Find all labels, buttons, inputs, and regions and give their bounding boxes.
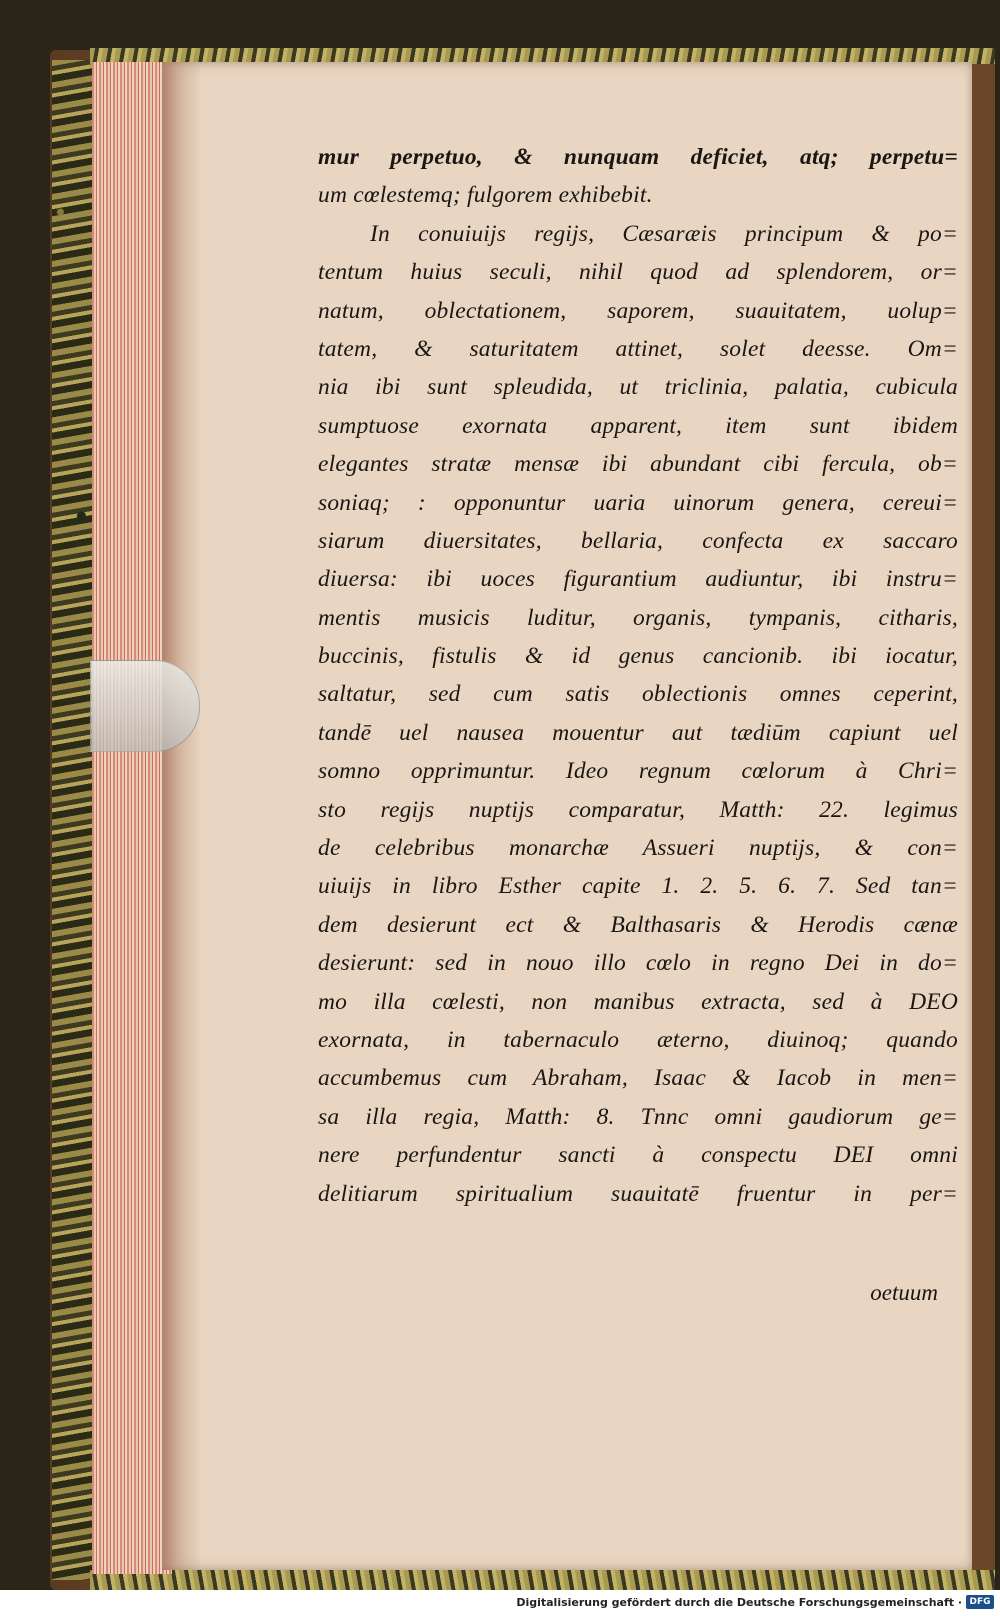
text-line: nere perfundentur sancti à conspectu DEI omni	[318, 1142, 958, 1169]
text-line: somno opprimuntur. Ideo regnum cœlorum à Chri=	[318, 758, 958, 785]
text-line: In conuiuijs regijs, Cæsaræis principum & po=	[370, 220, 958, 247]
page-edges	[92, 62, 172, 1574]
text-line: accumbemus cum Abraham, Isaac & Iacob in men=	[318, 1065, 958, 1092]
text-line: mentis musicis luditur, organis, tympanis, citharis,	[318, 604, 958, 631]
text-line: tatem, & saturitatem attinet, solet deesse. Om=	[318, 335, 958, 362]
text-line: buccinis, fistulis & id genus cancionib. ibi iocatur,	[318, 643, 958, 670]
text-line: elegantes stratæ mensæ ibi abundant cibi fercula, ob=	[318, 451, 958, 478]
text-line: exornata, in tabernaculo æterno, diuinoq; quando	[318, 1026, 958, 1053]
marbled-endpaper-bottom	[90, 1570, 995, 1590]
text-line: soniaq; : opponuntur uaria uinorum genera, cereui=	[318, 489, 958, 516]
text-line: mo illa cœlesti, non manibus extracta, sed à DEO	[318, 988, 958, 1015]
text-line: um cœlestemq; fulgorem exhibebit.	[318, 182, 653, 209]
footer-bar	[0, 1590, 1000, 1616]
text-line: dem desierunt ect & Balthasaris & Herodis cænæ	[318, 911, 958, 938]
text-line: siarum diuersitates, bellaria, confecta ex saccaro	[318, 527, 958, 554]
text-line: diuersa: ibi uoces figurantium audiuntur, ibi instru=	[318, 566, 958, 593]
text-line: de celebribus monarchæ Assueri nuptijs, & con=	[318, 835, 958, 862]
text-line: natum, oblectationem, saporem, suauitatem, uolup=	[318, 297, 958, 324]
text-line: sumptuose exornata apparent, item sunt ibidem	[318, 412, 958, 439]
text-line: tandē uel nausea mouentur aut tædiūm capiunt uel	[318, 719, 958, 746]
dfg-logo: DFG	[966, 1595, 994, 1609]
text-line: sto regijs nuptijs comparatur, Matth: 22. legimus	[318, 796, 958, 823]
marbled-endpaper-left	[52, 60, 94, 1580]
text-line: nia ibi sunt spleudida, ut triclinia, palatia, cubicula	[318, 374, 958, 401]
catchword: oetuum	[870, 1280, 938, 1305]
text-line: uiuijs in libro Esther capite 1. 2. 5. 6. 7. Sed tan=	[318, 873, 958, 900]
bookmark-tab	[90, 660, 200, 752]
funding-credit: Digitalisierung gefördert durch die Deutsche Forschungsgemeinschaft ·	[516, 1596, 962, 1609]
text-line: tentum huius seculi, nihil quod ad splendorem, or=	[318, 259, 958, 286]
text-line: sa illa regia, Matth: 8. Tnnc omni gaudiorum ge=	[318, 1103, 958, 1130]
text-line: desierunt: sed in nouo illo cœlo in regno Dei in do=	[318, 950, 958, 977]
text-line: saltatur, sed cum satis oblectionis omnes ceperint,	[318, 681, 958, 708]
gutter-shadow	[162, 62, 202, 1570]
text-line: mur perpetuo, & nunquam deficiet, atq; perpetu=	[318, 144, 958, 170]
text-line: delitiarum spiritualium suauitatē fruentur in per=	[318, 1180, 958, 1207]
page-text	[318, 138, 958, 1213]
